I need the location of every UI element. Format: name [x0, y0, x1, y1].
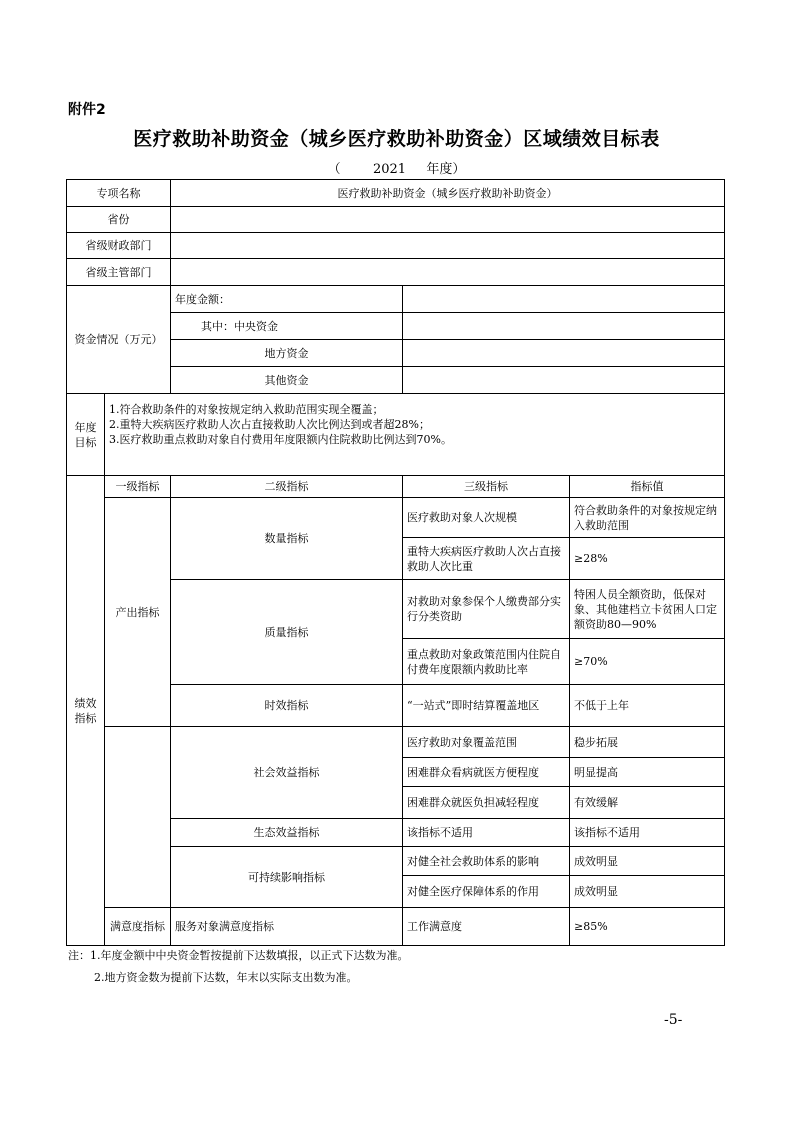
satisfaction-level2: 服务对象满意度指标: [171, 908, 403, 946]
row-finance-dept: [67, 233, 725, 259]
level3-cell: 医疗救助对象人次规模: [403, 498, 570, 538]
funding-other-label: 其他资金: [171, 367, 403, 394]
project-name-label: 专项名称: [67, 180, 171, 207]
level3-cell: 对救助对象参保个人缴费部分实行分类资助: [403, 580, 570, 639]
row-project-name: [67, 180, 725, 207]
value-cell: 符合救助条件的对象按规定纳入救助范围: [570, 498, 725, 538]
level3-cell: 对健全医疗保障体系的作用: [403, 876, 570, 908]
year-suffix: 年度）: [426, 162, 466, 177]
annual-goals: [105, 394, 725, 476]
value-cell: 成效明显: [570, 847, 725, 876]
year-line: [0, 158, 793, 177]
level3-cell: 困难群众看病就医方便程度: [403, 758, 570, 787]
page-number: -5-: [664, 1012, 683, 1028]
level3-cell: 对健全社会救助体系的影响: [403, 847, 570, 876]
table-row: [67, 498, 725, 538]
perf-label: 绩效指标: [67, 476, 105, 946]
timeliness-label: 时效指标: [171, 685, 403, 727]
attachment-label: 附件2: [68, 102, 106, 118]
value-cell: 该指标不适用: [570, 819, 725, 847]
value-cell: ≥70%: [570, 639, 725, 685]
year-open: （: [327, 162, 341, 177]
quality-label: 质量指标: [171, 580, 403, 685]
level3-cell: 重点救助对象政策范围内住院自付费年度限额内救助比率: [403, 639, 570, 685]
funding-other-value: [403, 367, 725, 394]
annual-goal-item: 2.重特大疾病医疗救助人次占直接救助人次比例达到或者超28%；: [109, 418, 430, 431]
value-cell: 稳步拓展: [570, 727, 725, 758]
header-level3: 三级指标: [403, 476, 570, 498]
level3-cell: 该指标不适用: [403, 819, 570, 847]
value-cell: 明显提高: [570, 758, 725, 787]
funding-central-value: [403, 313, 725, 340]
value-cell: 不低于上年: [570, 685, 725, 727]
value-cell: ≥28%: [570, 538, 725, 580]
value-cell: 有效缓解: [570, 787, 725, 819]
authority-dept-value: [171, 259, 725, 286]
row-annual-goals: [67, 394, 725, 476]
province-value: [171, 207, 725, 233]
header-level2: 二级指标: [171, 476, 403, 498]
eco-label: 生态效益指标: [171, 819, 403, 847]
annual-goal-label: 年度目标: [67, 394, 105, 476]
value-cell: 成效明显: [570, 876, 725, 908]
output-label: 产出指标: [105, 498, 171, 727]
level3-cell: “一站式”即时结算覆盖地区: [403, 685, 570, 727]
level3-cell: 医疗救助对象覆盖范围: [403, 727, 570, 758]
level3-cell: 重特大疾病医疗救助人次占直接救助人次比重: [403, 538, 570, 580]
row-indicator-headers: [67, 476, 725, 498]
value-cell: ≥85%: [570, 908, 725, 946]
funding-annual-label: 年度金额：: [171, 286, 403, 313]
satisfaction-label: 满意度指标: [105, 908, 171, 946]
funding-central-label: 其中：中央资金: [171, 313, 403, 340]
finance-dept-label: 省级财政部门: [67, 233, 171, 259]
authority-dept-label: 省级主管部门: [67, 259, 171, 286]
funding-local-label: 地方资金: [171, 340, 403, 367]
social-label: 社会效益指标: [171, 727, 403, 819]
level3-cell: 困难群众就医负担减轻程度: [403, 787, 570, 819]
table-row: [67, 727, 725, 758]
row-funding-annual: [67, 286, 725, 313]
annual-goal-item: 3.医疗救助重点救助对象自付费用年度限额内住院救助比例达到70%。: [109, 433, 452, 446]
effect-level1-blank: [105, 727, 171, 908]
table-row: [67, 908, 725, 946]
funding-local-value: [403, 340, 725, 367]
project-name-value: 医疗救助补助资金（城乡医疗救助补助资金）: [171, 180, 725, 207]
page-title: 医疗救助补助资金（城乡医疗救助补助资金）区域绩效目标表: [133, 128, 660, 150]
year-value: 2021: [372, 162, 407, 177]
note-1: 注：1.年度金额中中央资金暂按提前下达数填报，以正式下达数为准。: [68, 949, 409, 962]
province-label: 省份: [67, 207, 171, 233]
row-authority-dept: [67, 259, 725, 286]
note-2: 2.地方资金数为提前下达数，年末以实际支出数为准。: [94, 971, 358, 984]
performance-table: [66, 179, 725, 946]
row-province: [67, 207, 725, 233]
funding-annual-value: [403, 286, 725, 313]
annual-goal-item: 1.符合救助条件的对象按规定纳入救助范围实现全覆盖；: [109, 403, 384, 416]
sustain-label: 可持续影响指标: [171, 847, 403, 908]
header-level1: 一级指标: [105, 476, 171, 498]
value-cell: 特困人员全额资助，低保对象、其他建档立卡贫困人口定额资助80—90%: [570, 580, 725, 639]
funding-label: 资金情况（万元）: [67, 286, 171, 394]
header-value: 指标值: [570, 476, 725, 498]
finance-dept-value: [171, 233, 725, 259]
level3-cell: 工作满意度: [403, 908, 570, 946]
quantity-label: 数量指标: [171, 498, 403, 580]
